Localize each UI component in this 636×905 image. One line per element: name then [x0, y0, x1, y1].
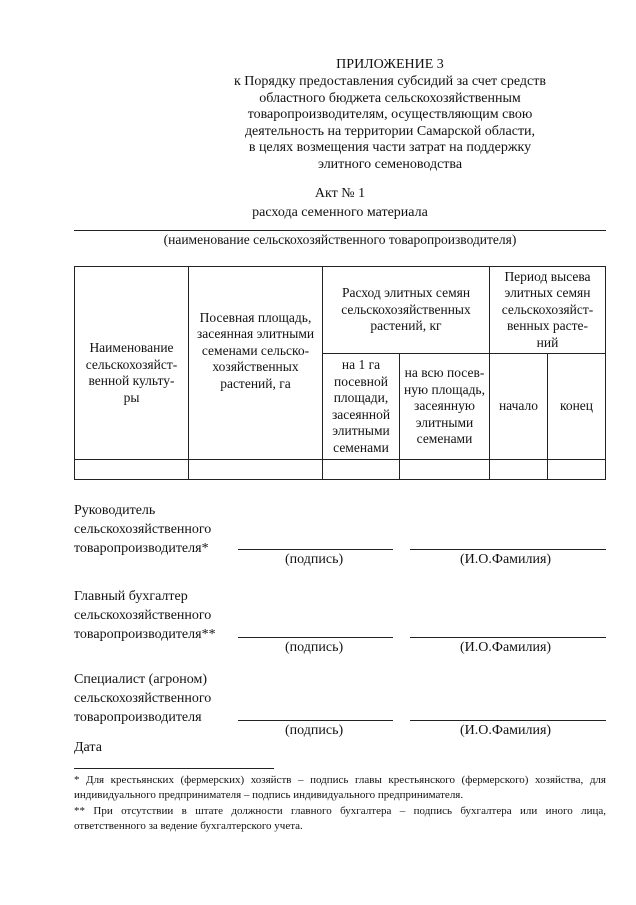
data-cell[interactable]: [75, 460, 189, 480]
header-per-hectare: [323, 354, 400, 460]
cell-text: элитных семян: [504, 285, 591, 301]
name-caption: (И.О.Фамилия): [460, 552, 552, 567]
role-line: товаропроизводителя**: [74, 627, 216, 642]
signature-line[interactable]: [238, 720, 393, 721]
cell-text: на всю посев-: [404, 365, 485, 381]
role-line: сельскохозяйственного: [74, 522, 212, 537]
name-line[interactable]: [410, 637, 606, 638]
appendix-title: ПРИЛОЖЕНИЕ 3: [336, 57, 444, 72]
cell-text: венной культу-: [88, 373, 175, 388]
cell-text: семенами сельско-: [201, 342, 310, 358]
name-line[interactable]: [410, 720, 606, 721]
signatory-head: [74, 501, 211, 558]
signatory-agronomist: [74, 670, 211, 727]
cell-text: элитными: [332, 423, 390, 438]
role-line: сельскохозяйственного: [74, 608, 212, 623]
cell-text: на 1 га: [341, 357, 381, 372]
header-sown-area: [189, 267, 323, 460]
appendix-line: в целях возмещения части затрат на поддержку: [248, 140, 532, 155]
footnote-2: ** При отсутствии в штате должности главного бухгалтера – подпись бухгалтера или иного лица, ответственного за ведение бухгалтерского учета.: [74, 805, 606, 832]
role-line: товаропроизводителя: [74, 710, 202, 725]
footnote-separator: [74, 768, 274, 769]
data-cell[interactable]: [400, 460, 490, 480]
cell-text: Наименование: [89, 340, 174, 355]
cell-text: семенами: [416, 431, 473, 447]
seed-consumption-table: [74, 266, 606, 480]
signature-caption: (подпись): [285, 723, 344, 738]
name-caption: (И.О.Фамилия): [460, 640, 552, 655]
cell-text: растений, га: [220, 375, 291, 391]
role-line: Главный бухгалтер: [74, 589, 188, 604]
role-line: товаропроизводителя*: [74, 541, 209, 556]
data-cell[interactable]: [548, 460, 606, 480]
cell-text: Посевная площадь,: [199, 309, 312, 325]
producer-caption: (наименование сельскохозяйственного товаропроизводителя): [163, 232, 517, 247]
data-cell[interactable]: [189, 460, 323, 480]
appendix-line: областного бюджета сельскохозяйственным: [259, 90, 521, 106]
cell-text: растений, кг: [370, 318, 442, 334]
cell-text: засеянная элитными: [196, 326, 315, 342]
appendix-line: к Порядку предоставления субсидий за счет средств: [234, 74, 546, 89]
cell-text: семенами: [333, 439, 389, 455]
act-subtitle: расхода семенного материала: [252, 205, 428, 220]
header-crop-name: [75, 267, 189, 460]
cell-text: посевной: [333, 373, 389, 389]
header-sowing-period: [490, 267, 606, 354]
appendix-line: деятельность на территории Самарской области,: [244, 123, 536, 139]
appendix-line: товаропроизводителям, осуществляющим свою: [247, 107, 533, 122]
cell-text: ную площадь,: [404, 381, 485, 397]
act-number: Акт № 1: [314, 186, 366, 201]
cell-text: сельскохозяйст-: [501, 301, 594, 317]
signatory-chief-accountant: [74, 587, 216, 644]
cell-text: сельскохозяйственных: [341, 301, 471, 317]
signature-line[interactable]: [238, 549, 393, 550]
cell-text: ний: [536, 334, 559, 350]
role-line: Специалист (агроном): [74, 672, 208, 687]
appendix-line: элитного семеноводства: [317, 156, 463, 172]
cell-text: сельскохозяйст-: [85, 356, 178, 372]
header-seed-consumption: [323, 267, 490, 354]
cell-text: засеянную: [414, 398, 475, 414]
header-period-end: конец: [548, 354, 606, 460]
signature-caption: (подпись): [285, 552, 344, 567]
header-period-start: начало: [490, 354, 548, 460]
cell-text: венных расте-: [506, 318, 589, 334]
header-total-area: [400, 354, 490, 460]
footnote-1: * Для крестьянских (фермерских) хозяйств – подпись главы крестьянского (фермерского) хозяйства, для индивидуального предпринимателя – подпись индивидуального предпринимателя.: [74, 774, 606, 801]
cell-text: ры: [123, 389, 140, 405]
cell-text: Расход элитных семян: [341, 285, 471, 301]
cell-text: хозяйственных: [212, 359, 299, 375]
data-cell[interactable]: [323, 460, 400, 480]
appendix-header: [200, 56, 580, 173]
producer-name-line: [74, 230, 606, 231]
cell-text: Период высева: [504, 268, 591, 284]
role-line: Руководитель: [74, 503, 156, 518]
cell-text: элитными: [415, 414, 474, 430]
data-cell[interactable]: [490, 460, 548, 480]
signature-line[interactable]: [238, 637, 393, 638]
date-label: Дата: [74, 740, 102, 755]
cell-text: засеянной: [331, 406, 391, 422]
cell-text: площади,: [333, 390, 389, 405]
name-caption: (И.О.Фамилия): [460, 723, 552, 738]
role-line: сельскохозяйственного: [74, 691, 212, 706]
name-line[interactable]: [410, 549, 606, 550]
signature-caption: (подпись): [285, 640, 344, 655]
